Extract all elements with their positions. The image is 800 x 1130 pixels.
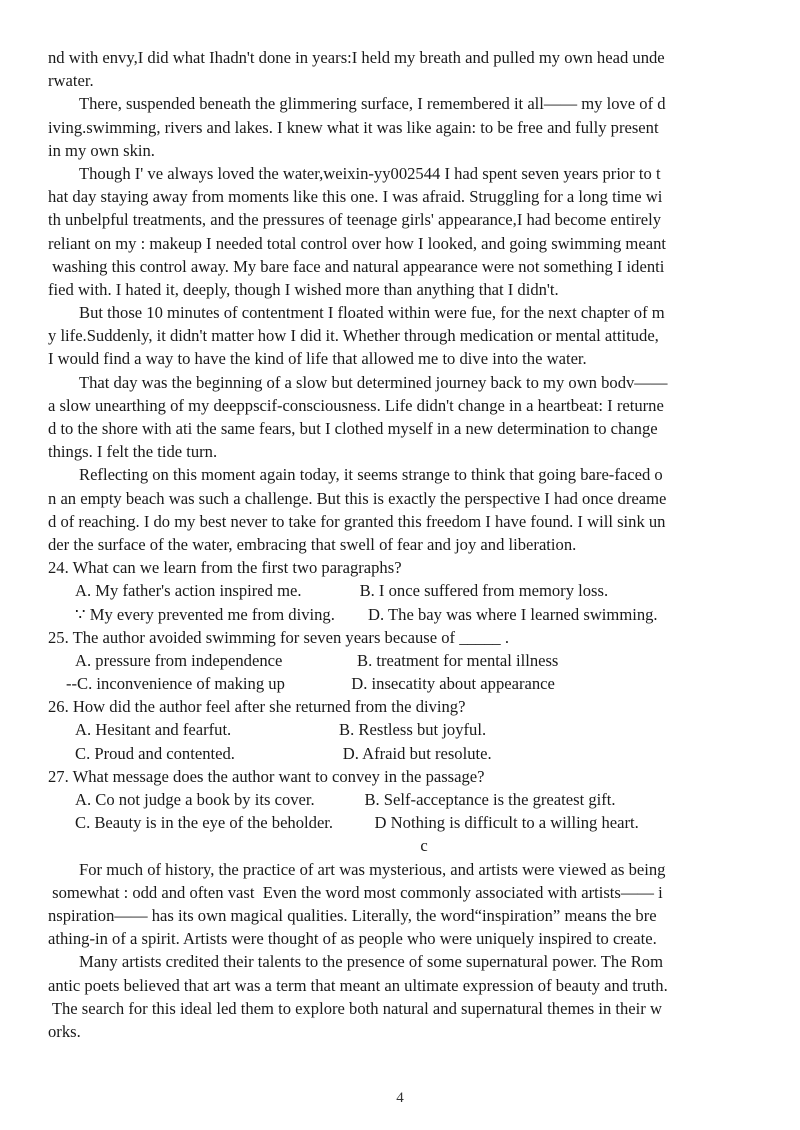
text-line: th unbelpful treatments, and the pressures of teenage girls' appearance,I had become entirely — [48, 210, 662, 230]
text-line: d to the shore with ati the same fears, but I clothed myself in a new determination to change — [48, 419, 658, 438]
text-line: iving.swimming, rivers and lakes. I knew what it was like again: to be free and fully present — [48, 117, 659, 137]
text-line: I would find a way to have the kind of life that allowed me to dive into the water. — [48, 349, 587, 369]
text-line: nspiration—— has its own magical qualities. Literally, the word“inspiration” means the bre — [48, 905, 657, 925]
question-26-options-ab: A. Hesitant and fearfut. B. Restless but joyful. — [75, 720, 487, 740]
paragraph-start: There, suspended beneath the glimmering surface, I remembered it all—— my love of d — [79, 94, 666, 114]
paragraph-start: Reflecting on this moment again today, it seems strange to think that going bare-faced o — [79, 465, 663, 485]
text-line: somewhat : odd and often vast Even the word most commonly associated with artists—— i — [48, 882, 663, 902]
text-line: hat day staying away from moments like this one. I was afraid. Struggling for a long time wi — [48, 187, 663, 207]
text-line: washing this control away. My bare face and natural appearance were not something I identi — [48, 256, 665, 276]
question-27: 27. What message does the author want to convey in the passage? — [48, 766, 485, 786]
text-line: y life.Suddenly, it didn't matter how I did it. Whether through medication or mental attitude, — [48, 326, 659, 346]
page-number: 4 — [396, 1090, 404, 1106]
text-line: reliant on my : makeup I needed total control over how I looked, and going swimming meant — [48, 233, 666, 253]
question-25: 25. The author avoided swimming for seven years because of _____ . — [48, 627, 509, 647]
question-24-options-cd: ∵ My every prevented me from diving. D. The bay was where I learned swimming. — [75, 604, 658, 624]
text-line: in my own skin. — [48, 140, 155, 160]
text-line: nd with envy,I did what Ihadn't done in years:I held my breath and pulled my own head unde — [48, 48, 665, 67]
text-line: antic poets believed that art was a term that meant an ultimate expression of beauty and truth. — [48, 975, 668, 995]
question-27-options-cd: C. Beauty is in the eye of the beholder. D Nothing is difficult to a willing heart. — [75, 813, 639, 833]
document-body — [48, 46, 760, 1043]
paragraph-start: But those 10 minutes of contentment I floated within were fue, for the next chapter of m — [79, 303, 665, 323]
paragraph-start: For much of history, the practice of art was mysterious, and artists were viewed as being — [79, 859, 666, 879]
question-26-options-cd: C. Proud and contented. D. Afraid but resolute. — [75, 743, 492, 763]
question-24: 24. What can we learn from the first two paragraphs? — [48, 558, 402, 578]
question-25-options-cd: --C. inconvenience of making up D. insecatity about appearance — [66, 674, 555, 694]
paragraph-start: Many artists credited their talents to the presence of some supernatural power. The Rom — [79, 952, 663, 972]
text-line: rwater. — [48, 71, 94, 91]
text-line: a slow unearthing of my deeppscif-consciousness. Life didn't change in a heartbeat: I returne — [48, 395, 664, 415]
text-line: things. I felt the tide turn. — [48, 442, 218, 462]
text-line: athing-in of a spirit. Artists were thought of as people who were uniquely inspired to create. — [48, 929, 657, 949]
paragraph-start: Though I' ve always loved the water,weixin-yy002544 I had spent seven years prior to t — [79, 163, 661, 183]
section-label: c — [420, 836, 428, 856]
text-line: d of reaching. I do my best never to take for granted this freedom I have found. I will sink un — [48, 511, 666, 531]
question-27-options-ab: A. Co not judge a book by its cover. B. Self-acceptance is the greatest gift. — [75, 790, 616, 809]
text-line: n an empty beach was such a challenge. But this is exactly the perspective I had once dreame — [48, 488, 667, 508]
question-24-options-ab: A. My father's action inspired me. B. I once suffered from memory loss. — [75, 581, 609, 601]
paragraph-start: That day was the beginning of a slow but determined journey back to my own bodv—— — [79, 372, 668, 392]
question-26: 26. How did the author feel after she returned from the diving? — [48, 697, 466, 717]
text-line: der the surface of the water, embracing that swell of fear and joy and liberation. — [48, 534, 577, 554]
text-line: orks. — [48, 1021, 81, 1041]
question-25-options-ab: A. pressure from independence B. treatment for mental illness — [75, 650, 559, 670]
text-line: fied with. I hated it, deeply, though I wished more than anything that I didn't. — [48, 279, 559, 299]
text-line: The search for this ideal led them to explore both natural and supernatural themes in their w — [48, 998, 662, 1018]
